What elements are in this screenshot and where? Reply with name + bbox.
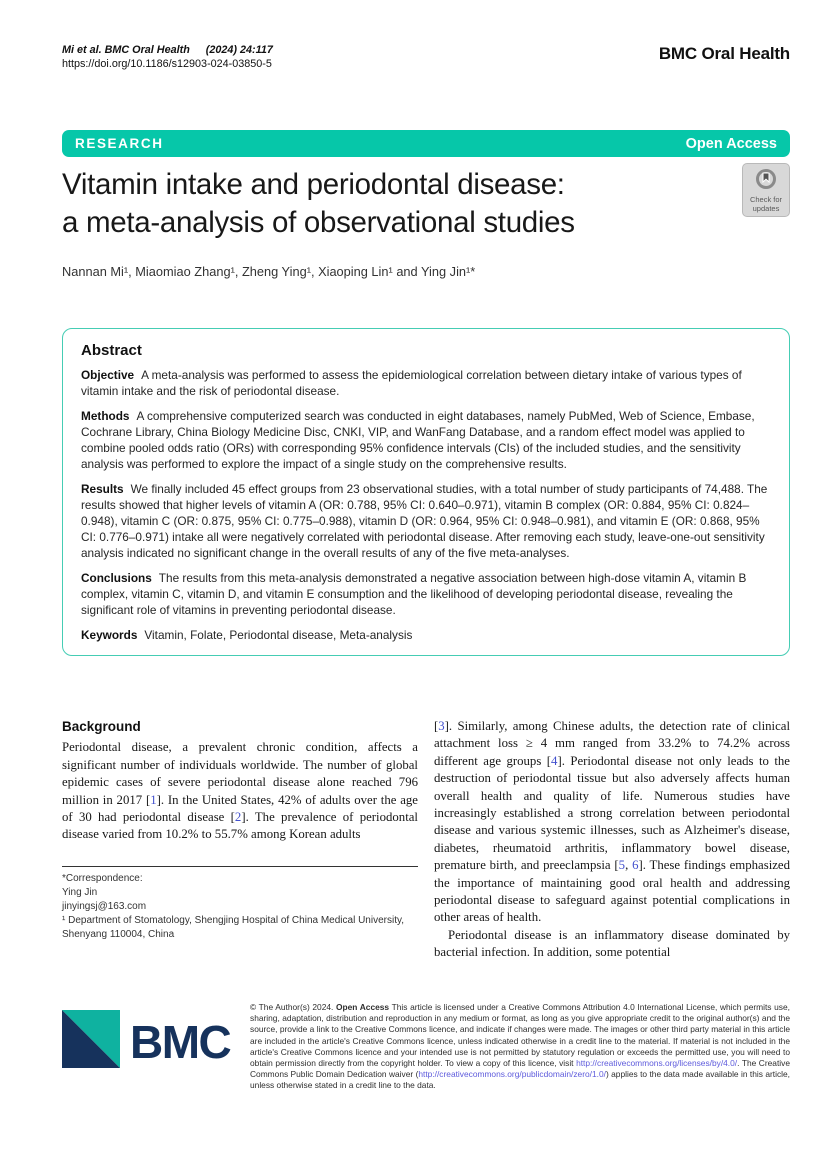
article-title [62,166,722,243]
abstract-keywords-text: Vitamin, Folate, Periodontal disease, Meta-analysis [144,628,413,642]
text-segment: Periodontal disease, a prevalent chronic condition, affects a significant number of individuals worldwide. The number of global epidemic cases of severe periodontal disease alone reached 796 million in 2017 [ [62,740,418,807]
abstract-methods-text: A comprehensive computerized search was conducted in eight databases, namely PubMed, Web of Science, Embase, Cochrane Library, China Biology Medicine Disc, CNKI, VIP, and WanFang Database, and a random effect model was applied to combine pooled odds ratio (ORs) with corresponding 95% confidence intervals (CIs) of the included studies, and the sensitivity analysis was performed to explore the impact of a single study on the comprehensive results. [81,409,755,471]
abstract-box [62,328,790,656]
body-paragraph-2: Periodontal disease is an inflammatory disease dominated by bacterial infection. In addition, some potential [434,927,790,960]
text-segment: This article is licensed under a Creative Commons Attribution 4.0 International License, which permits use, sharing, adaptation, distribution and reproduction in any medium or format, as long as you give appropriate credit to the original author(s) and the source, provide a link to the Creative Commons licence, and indicate if changes were made. The images or other third party material in this article are included in the article's Creative Commons licence, unless indicated otherwise in a credit line to the material. If material is not included in the article's Creative Commons licence and your intended use is not permitted by statutory regulation or exceeds the permitted use, you will need to obtain permission directly from the copyright holder. To view a copy of this licence, visit [250,1002,790,1069]
check-updates-text-1: Check for [749,195,783,204]
citation-volume: (2024) 24:117 [205,44,273,56]
abstract-methods [81,408,771,472]
page-header [62,44,790,70]
right-column [434,718,790,962]
abstract-conclusions-text: The results from this meta-analysis demonstrated a negative association between high-dose vitamin A, vitamin B complex, vitamin C, vitamin D, and vitamin E consumption and the likelihood of developing periodontal disease, revealing the significant role of vitamins in preventing periodontal disease. [81,571,747,617]
reference-link[interactable]: 1 [150,792,157,807]
reference-link[interactable]: 6 [632,858,639,873]
correspondence-name: Ying Jin [62,886,98,898]
abstract-objective-label: Objective [81,368,135,382]
research-label: RESEARCH [75,136,164,151]
body-columns [62,718,790,962]
external-link[interactable]: http://creativecommons.org/publicdomain/zero/1.0/ [418,1069,606,1080]
abstract-objective [81,367,771,399]
affiliation-text: ¹ Department of Stomatology, Shengjing Hospital of China Medical University, Shenyang 110004, China [62,914,405,940]
text-segment: © The Author(s) 2024. [250,1002,336,1012]
text-segment: ]. The prevalence of periodontal disease varied from 10.2% to 55.7% among Korean adults [62,810,418,842]
reference-link[interactable]: 3 [438,719,445,733]
citation-line [62,44,273,56]
abstract-conclusions-label: Conclusions [81,571,152,585]
abstract-objective-text: A meta-analysis was performed to assess the epidemiological correlation between dietary intake of various types of vitamin intake and the risk of periodontal disease. [81,368,742,398]
license-text [250,1002,790,1092]
text-segment: Open Access [336,1002,390,1012]
citation-journal: Mi et al. BMC Oral Health [62,44,190,56]
doi-text: https://doi.org/10.1186/s12903-024-03850-5 [62,58,272,70]
correspondence-block [62,866,418,942]
background-paragraph [62,739,418,843]
abstract-results-label: Results [81,482,124,496]
text-segment: [ [434,719,439,733]
abstract-keywords-label: Keywords [81,628,138,642]
text-segment: ]. Periodontal disease not only leads to the destruction of periodontal tissue but also adversely affects human overall health and quality of life. Numerous studies have increasingly established a strong correlation between periodontal disease and various systemic illnesses, such as Alzheimer's disease, diabetes, rheumatoid arthritis, inflammatory bowel disease, premature birth, and preeclampsia [ [434,753,790,873]
text-segment: , [625,858,633,873]
body-paragraph-continued [434,718,790,927]
text-segment: ]. In the United States, 42% of adults over the age of 30 had periodontal disease [ [62,792,418,825]
abstract-methods-label: Methods [81,409,130,423]
footnote-divider [62,866,418,867]
left-column [62,718,418,962]
reference-link[interactable]: 5 [618,858,626,873]
abstract-keywords [81,627,771,643]
text-segment: ]. Similarly, among Chinese adults, the detection rate of clinical attachment loss ≥ 4 mm ranged from 33.2% to 74.2% across different age groups [ [434,719,790,768]
text-segment: ]. These findings emphasized the importance of maintaining good oral health and addressing periodontal disease to safeguard against potential complications in other areas of health. [434,858,791,925]
text-segment: ) applies to the data made available in this article, unless otherwise stated in a credit line to the data. [250,1069,790,1091]
correspondence-email[interactable]: jinyingsj@163.com [62,900,147,912]
journal-logotype: BMC Oral Health [658,44,790,63]
text-segment: . The Creative Commons Public Domain Dedication waiver ( [250,1058,790,1080]
correspondence-label: *Correspondence: [62,872,143,884]
check-updates-text-2: updates [752,204,780,214]
bmc-logo-text: BMC [130,1015,231,1068]
citation-block [62,44,273,70]
check-for-updates-badge[interactable] [742,163,790,217]
open-access-label: Open Access [685,135,777,152]
abstract-results-text: We finally included 45 effect groups from 23 observational studies, with a total number of study participants of 74,488. The results showed that higher levels of vitamin A (OR: 0.788, 95% CI: 0.640–0.971), vitamin B complex (OR: 0.884, 95% CI: 0.824–0.948), vitamin C (OR: 0.875, 95% CI: 0.775–0.988), vitamin D (OR: 0.964, 95% CI: 0.948–0.981), and vitamin E (OR: 0.868, 95% CI: 0.776–0.971) intake all were negatively correlated with periodontal disease. After removing each study, leave-one-out sensitivity analysis indicated no significant change in the overall results of any of the five meta-analyses. [81,482,768,560]
bmc-logo [62,1010,250,1073]
research-banner [62,130,790,157]
author-list: Nannan Mi¹, Miaomiao Zhang¹, Zheng Ying¹, Xiaoping Lin¹ and Ying Jin¹* [62,264,476,279]
background-heading: Background [62,719,141,734]
abstract-results [81,481,771,561]
external-link[interactable]: http://creativecommons.org/licenses/by/4.0/ [576,1058,738,1069]
reference-link[interactable]: 4 [551,753,558,768]
page-footer [62,1002,790,1092]
abstract-conclusions [81,570,771,618]
article-title-line2: a meta-analysis of observational studies [62,206,575,240]
reference-link[interactable]: 2 [234,810,242,825]
abstract-heading: Abstract [81,342,142,359]
check-updates-icon [755,168,777,195]
article-title-line1: Vitamin intake and periodontal disease: [62,168,565,201]
bmc-logo-icon [62,1010,120,1073]
